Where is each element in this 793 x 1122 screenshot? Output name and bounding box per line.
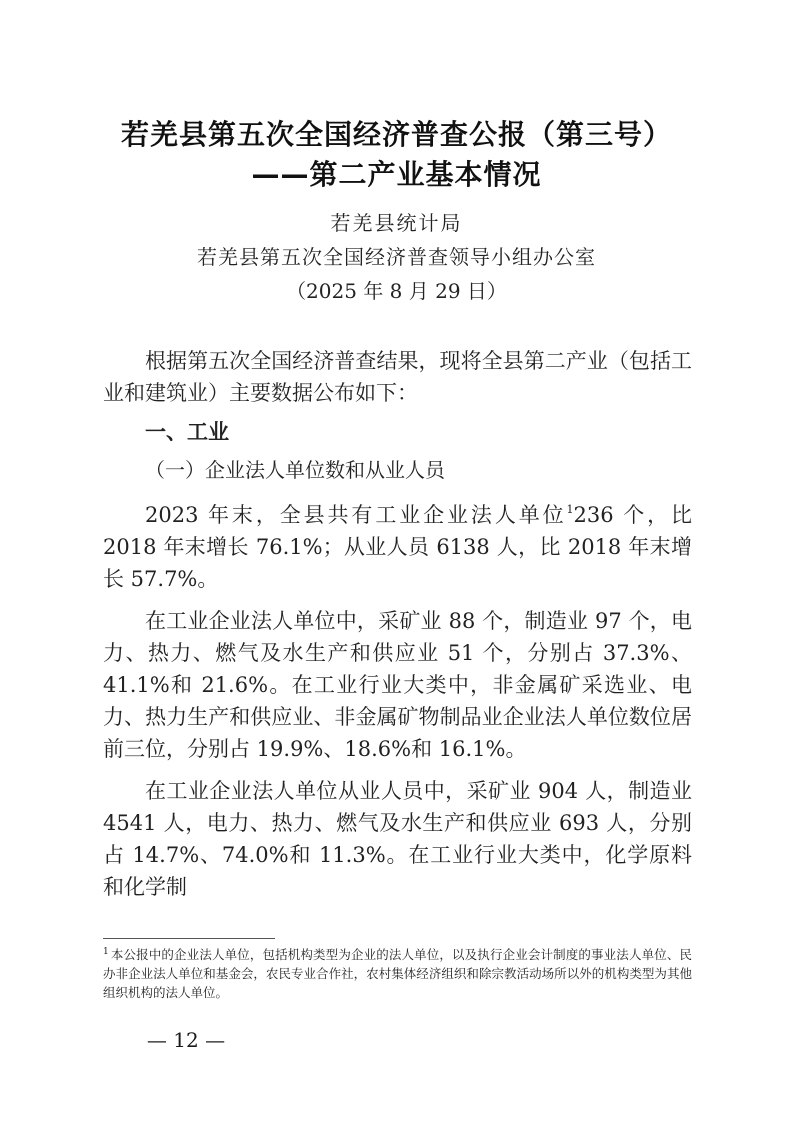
publish-date: （2025 年 8 月 29 日） [286, 279, 507, 303]
issuer-office: 若羌县第五次全国经济普查领导小组办公室 [197, 245, 596, 269]
section-heading-industry: 一、工业 [145, 420, 229, 444]
paragraph-employees-by-sector: 在工业企业法人单位从业人员中，采矿业 904 人，制造业 4541 人，电力、热力、燃气及水生产和供应业 693 人，分别占 14.7%、74.0%和 11.3%。在工业行业大类中，化学原料和化学制 [103, 779, 692, 899]
footnote-text: 本公报中的企业法人单位，包括机构类型为企业的法人单位，以及执行企业会计制度的事业法人单位、民办非企业法人单位和基金会，农民专业合作社，农村集体经济组织和除宗教活动场所以外的机构类型为其他组织机构的法人单位。 [103, 947, 692, 1000]
footnote-mark: 1 [103, 947, 109, 957]
page-title: 若羌县第五次全国经济普查公报（第三号） [120, 118, 672, 151]
footnote-reference[interactable]: 1 [566, 503, 574, 516]
footnote [103, 945, 692, 1002]
issuer-bureau: 若羌县统计局 [330, 211, 463, 235]
paragraph-units-summary-start: 2023 年末，全县共有工业企业法人单位 [145, 503, 567, 527]
paragraph-units-summary-end: 236 个，比 2018 年末增长 76.1%；从业人员 6138 人，比 2018 年末增长 57.7%。 [103, 503, 692, 591]
footnote-divider [103, 938, 275, 939]
subsection-heading-units: （一）企业法人单位数和从业人员 [145, 458, 445, 482]
page-number: — 12 — [146, 1028, 226, 1052]
page-subtitle: ——第二产业基本情况 [251, 158, 542, 191]
paragraph-units-by-sector: 在工业企业法人单位中，采矿业 88 个，制造业 97 个，电力、热力、燃气及水生产和供应业 51 个，分别占 37.3%、41.1%和 21.6%。在工业行业大类中，非金属矿采选业、电力、热力生产和供应业、非金属矿物制品业企业法人单位数位居前三位，分别占 19.9%、18.6%和 16.1%。 [103, 609, 692, 761]
paragraph-units-summary [103, 499, 692, 595]
document-body [103, 345, 692, 906]
intro-paragraph: 根据第五次全国经济普查结果，现将全县第二产业（包括工业和建筑业）主要数据公布如下： [103, 349, 692, 405]
